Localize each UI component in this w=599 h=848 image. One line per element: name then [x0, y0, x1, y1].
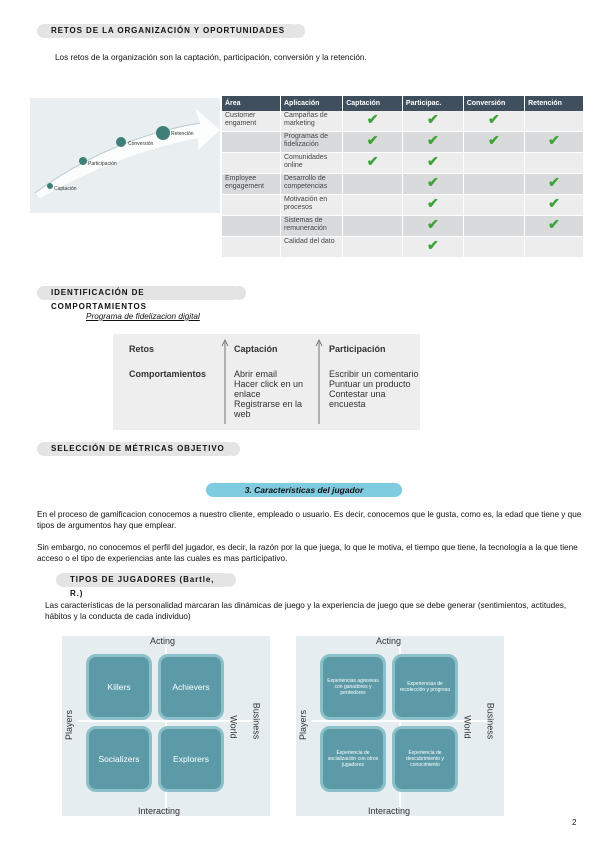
- bartle2-top: Acting: [376, 636, 402, 646]
- cell-check: [463, 216, 524, 237]
- table-row: [222, 174, 584, 195]
- check-icon: ✔: [426, 237, 439, 253]
- cell-check: [463, 174, 524, 195]
- table-row: [222, 111, 584, 132]
- cell-check: [402, 153, 463, 174]
- bartle2-right-a: World: [462, 715, 473, 739]
- funnel-dot-4: [156, 126, 170, 140]
- quad-achievers: Achievers: [158, 654, 224, 720]
- cell-check: [343, 111, 403, 132]
- funnel-dot-3: [116, 137, 126, 147]
- cell-check: [463, 195, 524, 216]
- cell-check: [343, 153, 403, 174]
- th-aplicacion: Aplicación: [281, 96, 343, 111]
- check-icon: ✔: [488, 132, 500, 148]
- th-participac: Participac.: [402, 96, 463, 111]
- cell-check: [343, 216, 403, 237]
- divider-arrow-1: [221, 338, 229, 426]
- cell-aplicacion: Motivación en procesos: [281, 195, 343, 216]
- table-row: [222, 132, 584, 153]
- check-icon: ✔: [548, 195, 560, 211]
- th-conversion: Conversión: [463, 96, 524, 111]
- quad-recoleccion: Experiencias de recolección y progreso: [392, 654, 458, 720]
- cell-area: Customer engament: [222, 111, 281, 132]
- cell-area: [222, 237, 281, 258]
- cell-check: [402, 111, 463, 132]
- cell-area: [222, 153, 281, 174]
- paragraph-1: En el proceso de gamificacion conocemos a nuestro cliente, empleado o usuario. Es decir, conocemos que le gusta, como es, la edad que tiene y que tipos de argumentos hay que emplear.: [37, 510, 582, 530]
- funnel-dot-1: [47, 183, 53, 189]
- table-row: [222, 237, 584, 258]
- cell-check: [402, 216, 463, 237]
- cell-area: Employee engagement: [222, 174, 281, 195]
- section-title-identificacion: IDENTIFICACIÓN DE COMPORTAMIENTOS: [37, 286, 240, 300]
- section-title-tipos: TIPOS DE JUGADORES (Bartle, R.): [56, 573, 230, 587]
- cell-check: [525, 216, 584, 237]
- cell-check: [402, 237, 463, 258]
- funnel-stage-2: Participación: [88, 161, 117, 167]
- cell-check: [525, 111, 584, 132]
- cell-check: [525, 237, 584, 258]
- funnel-stage-4: Retención: [171, 131, 194, 137]
- bartle-diagram-2: [296, 636, 504, 816]
- cell-check: [402, 195, 463, 216]
- cell-check: [525, 174, 584, 195]
- cell-check: [343, 195, 403, 216]
- check-icon: ✔: [426, 195, 439, 211]
- check-icon: ✔: [426, 216, 439, 232]
- check-icon: ✔: [426, 111, 439, 127]
- check-icon: ✔: [366, 132, 379, 148]
- funnel-stage-3: Conversión: [128, 141, 154, 147]
- bartle1-right-b: Business: [251, 702, 262, 740]
- check-icon: ✔: [548, 132, 560, 148]
- cell-check: [463, 237, 524, 258]
- bartle2-right-b: Business: [485, 702, 496, 740]
- cell-check: [463, 132, 524, 153]
- check-icon: ✔: [366, 111, 379, 127]
- cell-aplicacion: Sistemas de remuneración: [281, 216, 343, 237]
- check-icon: ✔: [366, 153, 379, 169]
- col1-items: Abrir email Hacer click en un enlace Registrarse en la web: [234, 369, 304, 419]
- th-captacion: Captación: [343, 96, 403, 111]
- tipos-text: Las características de la personalidad marcaran las dinámicas de juego y la experiencia de juego que se debe generar (sentimientos, actitudes, hábitos y la conducta de cada individuo): [45, 601, 567, 621]
- funnel-stage-1: Captación: [54, 186, 77, 192]
- table-row: [222, 195, 584, 216]
- retos-table-wrap: [222, 96, 584, 274]
- banner-caracteristicas: 3. Características del jugador: [206, 483, 402, 497]
- quad-socializacion: Experiencia de socialización con otros jugadores: [320, 726, 386, 792]
- check-icon: ✔: [426, 174, 439, 190]
- check-icon: ✔: [488, 111, 500, 127]
- cell-aplicacion: Campañas de marketing: [281, 111, 343, 132]
- bartle2-left: Players: [298, 709, 309, 741]
- cell-aplicacion: Programas de fidelización: [281, 132, 343, 153]
- cell-check: [343, 132, 403, 153]
- retos-comportamientos-box: [113, 334, 420, 430]
- th-area: Área: [222, 96, 281, 111]
- paragraph-2: Sin embargo, no conocemos el perfil del jugador, es decir, la razón por la que juega, lo que le motiva, el tiempo que tiene, la tecnología a la que tiene acceso o el tipo de experiencias ante las cuales es mas participativo.: [37, 543, 578, 563]
- page-number: 2: [572, 818, 577, 827]
- check-icon: ✔: [548, 174, 560, 190]
- cell-area: [222, 132, 281, 153]
- divider-arrow-2: [315, 338, 323, 426]
- comportamientos-label: Comportamientos: [129, 369, 207, 379]
- cell-area: [222, 216, 281, 237]
- check-icon: ✔: [426, 153, 439, 169]
- retos-text: Los retos de la organización son la captación, participación, conversión y la retención.: [55, 53, 367, 62]
- bartle-diagram-1: [62, 636, 270, 816]
- cell-aplicacion: Comunidades online: [281, 153, 343, 174]
- bartle1-bottom: Interacting: [138, 806, 181, 816]
- quad-socializers: Socializers: [86, 726, 152, 792]
- section-title-retos: RETOS DE LA ORGANIZACIÓN Y OPORTUNIDADES: [37, 24, 299, 38]
- quad-descubrimiento: Experiencia de descubrimiento y conocimiento: [392, 726, 458, 792]
- col2-items: Escribir un comentario Puntuar un producto Contestar una encuesta: [329, 369, 419, 409]
- col2-header: Participación: [329, 344, 386, 354]
- bartle1-right-a: World: [228, 715, 239, 739]
- retos-table: [222, 96, 584, 258]
- quad-agresivas: Experiencias agresivas con ganadores y perdedores: [320, 654, 386, 720]
- check-icon: ✔: [426, 132, 439, 148]
- funnel-dot-2: [79, 157, 87, 165]
- cell-aplicacion: Desarrollo de competencias: [281, 174, 343, 195]
- col1-header: Captación: [234, 344, 278, 354]
- cell-check: [463, 111, 524, 132]
- cell-check: [343, 237, 403, 258]
- cell-check: [525, 195, 584, 216]
- bartle1-left: Players: [64, 709, 75, 741]
- cell-aplicacion: Calidad del dato: [281, 237, 343, 258]
- programa-title: Programa de fidelizacion digital: [86, 312, 200, 321]
- bartle2-bottom: Interacting: [368, 806, 411, 816]
- quad-explorers: Explorers: [158, 726, 224, 792]
- cell-check: [463, 153, 524, 174]
- check-icon: ✔: [548, 216, 560, 232]
- th-retencion: Retención: [525, 96, 584, 111]
- cell-check: [343, 174, 403, 195]
- cell-area: [222, 195, 281, 216]
- quad-killers: Killers: [86, 654, 152, 720]
- bartle1-top: Acting: [150, 636, 176, 646]
- funnel-diagram: [30, 98, 220, 213]
- funnel-arrow-graphic: [30, 98, 220, 213]
- section-title-metricas: SELECCIÓN DE MÉTRICAS OBJETIVO: [37, 442, 234, 456]
- table-row: [222, 153, 584, 174]
- retos-label: Retos: [129, 344, 155, 354]
- cell-check: [402, 174, 463, 195]
- cell-check: [402, 132, 463, 153]
- cell-check: [525, 153, 584, 174]
- cell-check: [525, 132, 584, 153]
- table-row: [222, 216, 584, 237]
